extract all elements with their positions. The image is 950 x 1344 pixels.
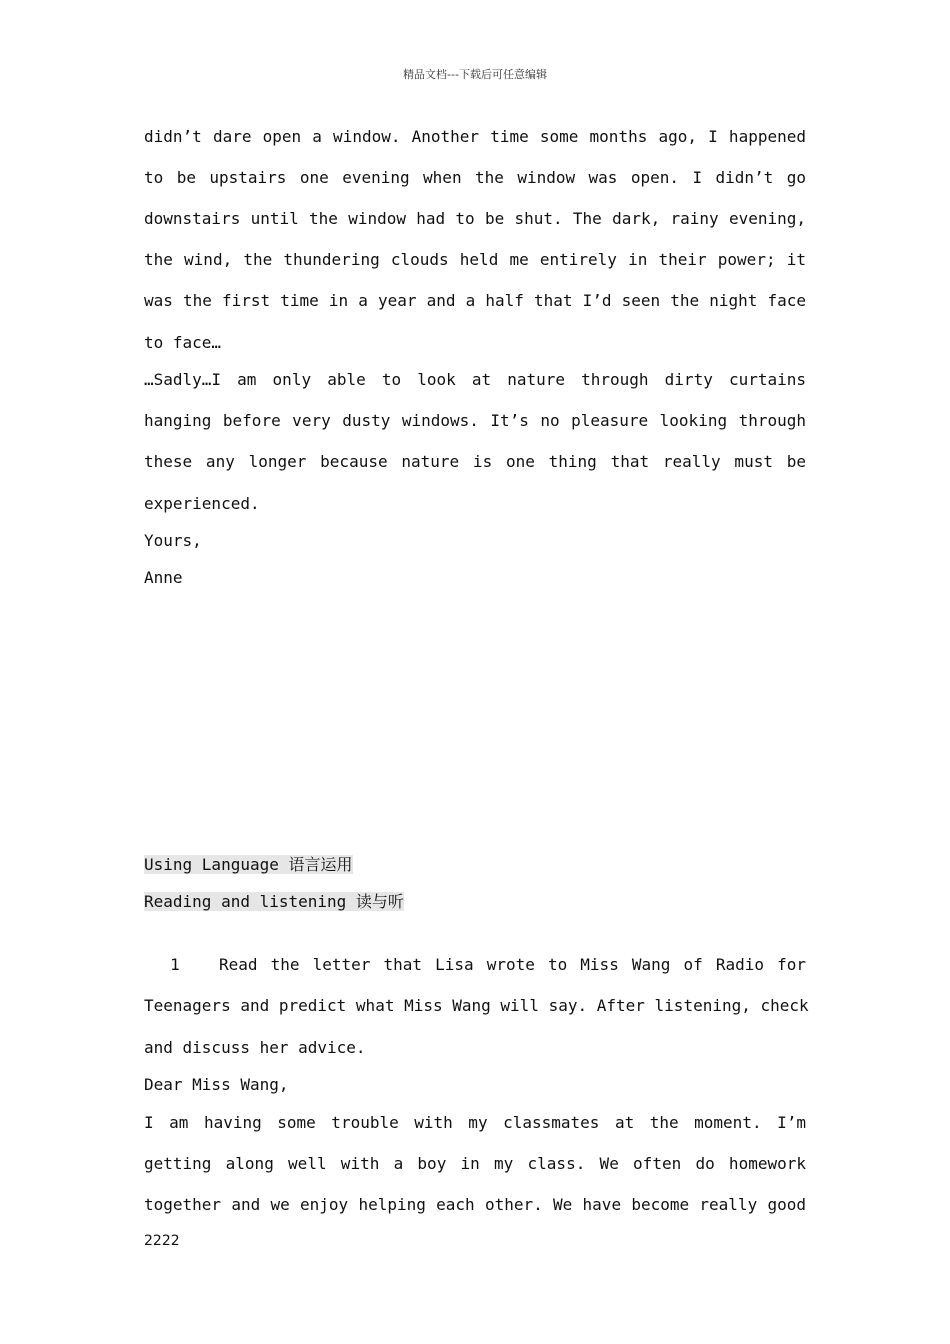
text-line: these any longer because nature is one thing that really must be: [144, 452, 806, 471]
section-subtitle: Reading and listening 读与听: [144, 892, 404, 911]
text-line: the wind, the thundering clouds held me entirely in their power; it: [144, 250, 806, 269]
text-line: downstairs until the window had to be shut. The dark, rainy evening,: [144, 209, 806, 228]
text-line: was the first time in a year and a half that I’d seen the night face: [144, 291, 806, 310]
text-line: to be upstairs one evening when the window was open. I didn’t go: [144, 168, 806, 187]
page-header: 精品文档---下载后可任意编辑: [403, 68, 547, 81]
text-line: I am having some trouble with my classmates at the moment. I’m: [144, 1113, 806, 1132]
letter-closing: Yours,: [144, 531, 202, 550]
text-line: …Sadly…I am only able to look at nature through dirty curtains: [144, 370, 806, 389]
exercise-line: Teenagers and predict what Miss Wang will say. After listening, check: [144, 996, 809, 1015]
letter-signature: Anne: [144, 568, 183, 587]
letter-salutation: Dear Miss Wang,: [144, 1075, 289, 1094]
text-line: experienced.: [144, 494, 260, 513]
page-number: 2222: [144, 1233, 180, 1249]
text-line: didn’t dare open a window. Another time some months ago, I happened: [144, 127, 806, 146]
text-line: to face…: [144, 333, 222, 352]
text-line: getting along well with a boy in my class. We often do homework: [144, 1154, 806, 1173]
text-line: hanging before very dusty windows. It’s no pleasure looking through: [144, 411, 806, 430]
section-title: Using Language 语言运用: [144, 855, 353, 874]
text-line: together and we enjoy helping each other. We have become really good: [144, 1195, 806, 1214]
exercise-line: 1 Read the letter that Lisa wrote to Miss Wang of Radio for: [144, 955, 806, 974]
exercise-line: and discuss her advice.: [144, 1038, 366, 1057]
